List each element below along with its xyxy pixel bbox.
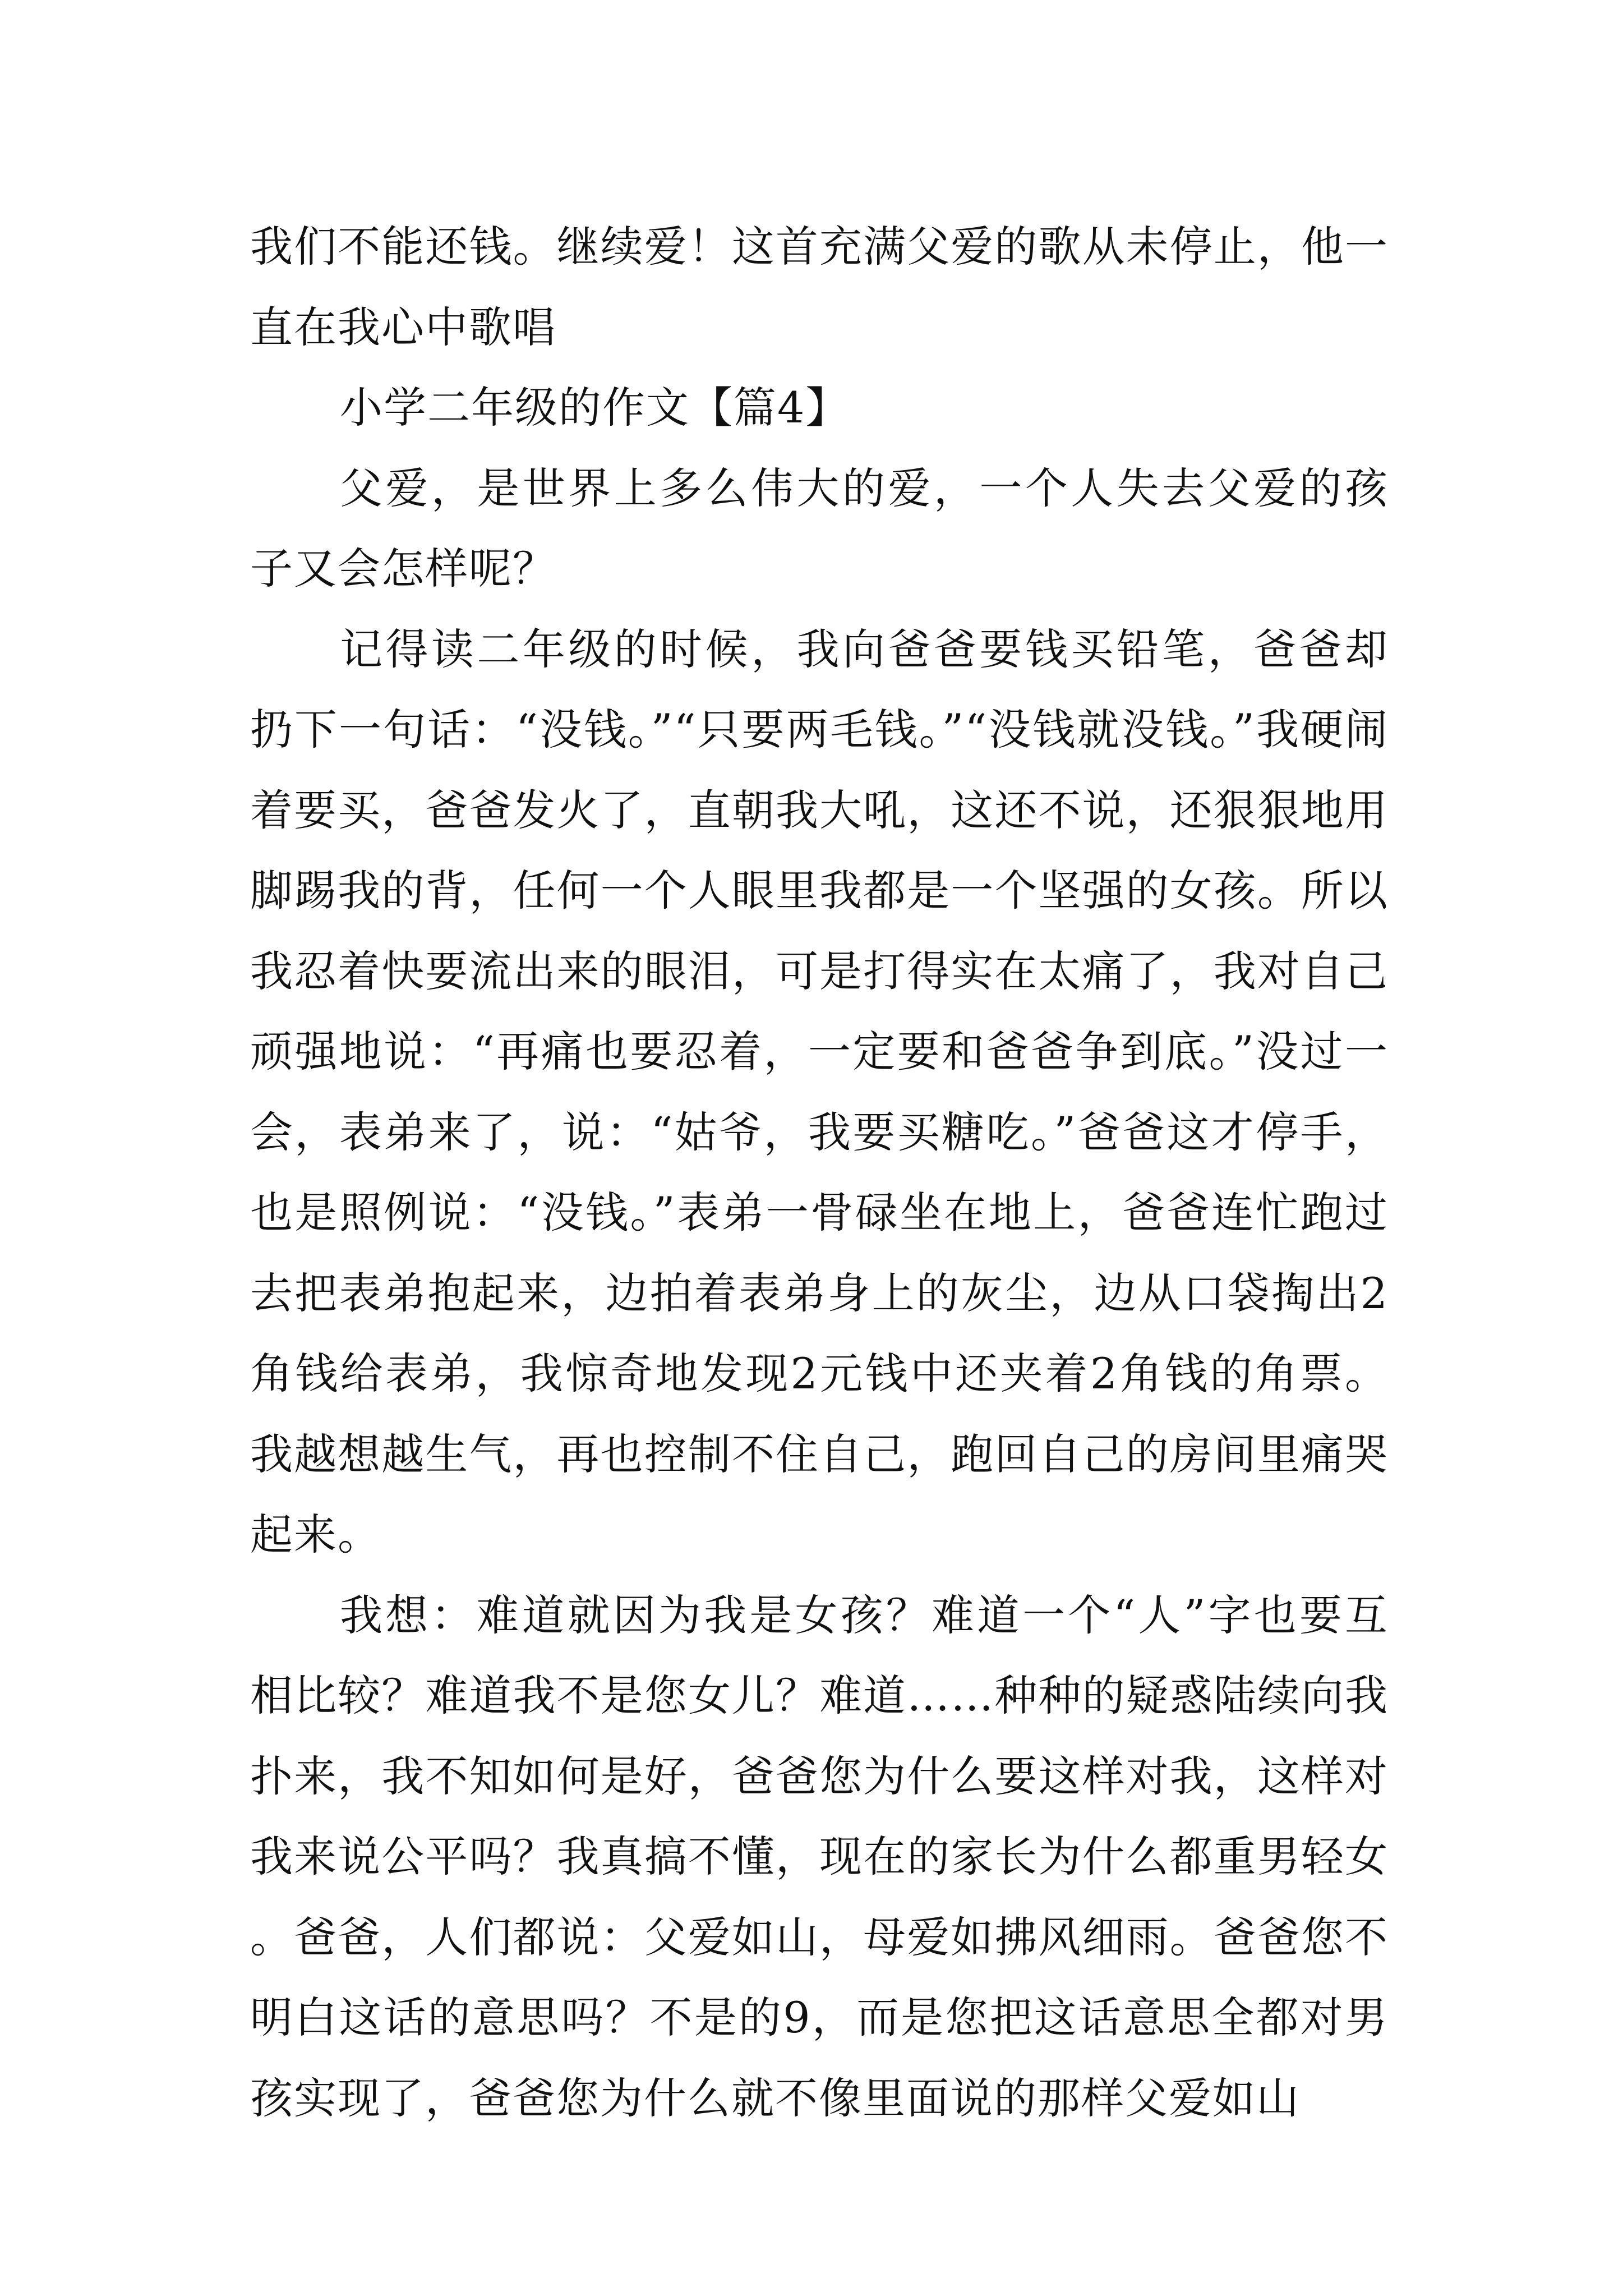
paragraph-fatherly-love-question: 父爱，是世界上多么伟大的爱，一个人失去父爱的孩子又会怎样呢？ (250, 463, 1389, 593)
paragraph-reflection: 我想：难道就因为我是女孩？难道一个“人”字也要互相比较？难道我不是您女儿？难道……种种的疑惑陆续向我扑来，我不知如何是好，爸爸您为什么要这样对我，这样对我来说公平吗？我真搞不懂，现在的家长为什么都重男轻女。爸爸，人们都说：父爱如山，母爱如拂风细雨。爸爸您不明白这话的意思吗？不是的9，而是您把这话意思全都对男孩实现了，爸爸您为什么就不像里面说的那样父爱如山 (250, 1590, 1389, 2123)
paragraph-song-continuation: 我们不能还钱。继续爱！这首充满父爱的歌从未停止，他一直在我心中歌唱 (250, 222, 1389, 352)
essay-body (250, 206, 1389, 2138)
essay-heading-part-4: 小学二年级的作文【篇4】 (340, 383, 850, 432)
paragraph-pencil-memory: 记得读二年级的时候，我向爸爸要钱买铅笔，爸爸却扔下一句话：“没钱。”“只要两毛钱。”“没钱就没钱。”我硬闹着要买，爸爸发火了，直朝我大吼，这还不说，还狠狠地用脚踢我的背，任何一个人眼里我都是一个坚强的女孩。所以我忍着快要流出来的眼泪，可是打得实在太痛了，我对自己顽强地说：“再痛也要忍着，一定要和爸爸争到底。”没过一会，表弟来了，说：“姑爷，我要买糖吃。”爸爸这才停手，也是照例说：“没钱。”表弟一骨碌坐在地上，爸爸连忙跑过去把表弟抱起来，边拍着表弟身上的灰尘，边从口袋掏出2角钱给表弟，我惊奇地发现2元钱中还夹着2角钱的角票。我越想越生气，再也控制不住自己，跑回自己的房间里痛哭起来。 (250, 624, 1389, 1559)
